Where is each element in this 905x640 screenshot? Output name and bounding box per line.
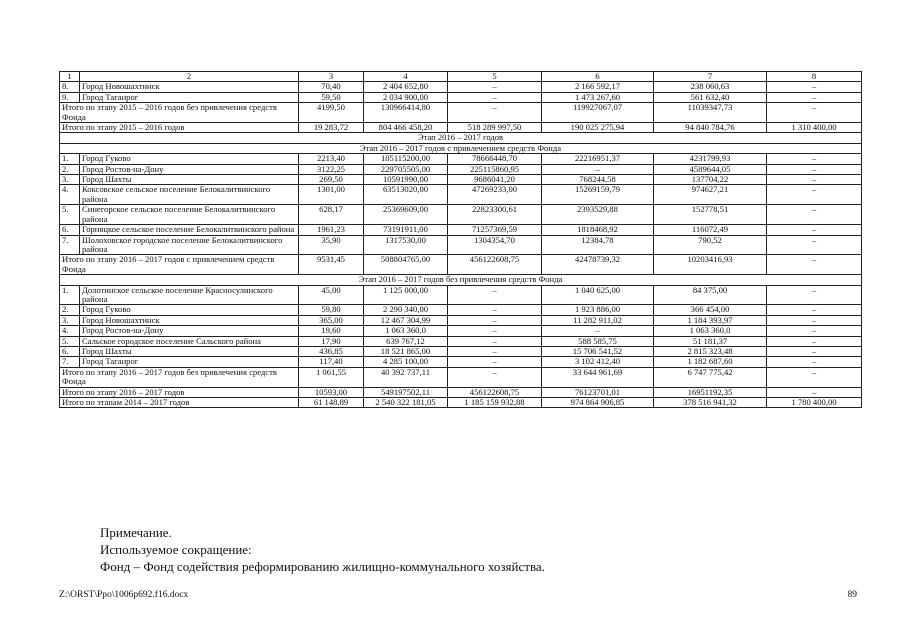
value-cell: –	[448, 367, 542, 387]
municipality-name: Город Шахты	[80, 175, 299, 185]
value-cell: 2 166 592,17	[542, 82, 654, 92]
table-row	[60, 315, 862, 325]
table-row	[60, 92, 862, 102]
value-cell: –	[767, 92, 862, 102]
value-cell: 51 181,37	[654, 336, 767, 346]
value-cell: –	[767, 336, 862, 346]
total-label: Итого по этапу 2015 – 2016 годов без привлечения средств Фонда	[60, 103, 299, 123]
value-cell: 456122608,75	[448, 255, 542, 275]
note-abbreviation-text: Фонд – Фонд содействия реформированию жилищно-коммунального хозяйства.	[100, 559, 545, 574]
value-cell: 25369609,00	[364, 205, 448, 225]
page-number: 89	[847, 590, 857, 600]
table-header-row	[60, 72, 862, 82]
value-cell: –	[767, 357, 862, 367]
value-cell: 1961,23	[299, 225, 364, 235]
municipality-name: Город Шахты	[80, 346, 299, 356]
value-cell: 71257369,59	[448, 225, 542, 235]
municipality-name: Город Таганрог	[80, 357, 299, 367]
value-cell: –	[448, 326, 542, 336]
value-cell: 9686041,20	[448, 175, 542, 185]
value-cell: 549197502,11	[364, 387, 448, 397]
value-cell: 2393529,88	[542, 205, 654, 225]
value-cell: –	[448, 92, 542, 102]
table-row	[60, 175, 862, 185]
table-row	[60, 357, 862, 367]
municipality-name: Город Новошахтинск	[80, 82, 299, 92]
note-abbreviation-heading: Используемое сокращение:	[100, 542, 252, 557]
value-cell: –	[767, 175, 862, 185]
value-cell: 4199,50	[299, 103, 364, 123]
section-heading-row	[60, 275, 862, 285]
column-number-cell: 3	[299, 72, 364, 82]
total-row	[60, 387, 862, 397]
value-cell: –	[542, 164, 654, 174]
value-cell: 561 632,40	[654, 92, 767, 102]
total-label: Итого по этапам 2014 – 2017 годов	[60, 398, 299, 408]
value-cell: 1 063 360,0	[364, 326, 448, 336]
value-cell: 45,00	[299, 285, 364, 305]
value-cell: 1818468,92	[542, 225, 654, 235]
value-cell: 768244,58	[542, 175, 654, 185]
municipality-name: Сальское городское поселение Сальского района	[80, 336, 299, 346]
value-cell: 1 125 000,00	[364, 285, 448, 305]
value-cell: 4 285 100,00	[364, 357, 448, 367]
municipality-name: Коксовское сельское поселение Белокалитвинского района	[80, 185, 299, 205]
value-cell: 225115860,95	[448, 164, 542, 174]
value-cell: 61 148,89	[299, 398, 364, 408]
table-row	[60, 305, 862, 315]
value-cell: 1 040 625,00	[542, 285, 654, 305]
value-cell: 628,17	[299, 205, 364, 225]
value-cell: –	[767, 235, 862, 255]
value-cell: –	[767, 225, 862, 235]
value-cell: –	[448, 336, 542, 346]
value-cell: 1304354,70	[448, 235, 542, 255]
table-row	[60, 225, 862, 235]
value-cell: –	[767, 305, 862, 315]
value-cell: 1 063 360,0	[654, 326, 767, 336]
value-cell: 3122,25	[299, 164, 364, 174]
municipality-name: Город Новошахтинск	[80, 315, 299, 325]
value-cell: –	[448, 285, 542, 305]
value-cell: 9531,45	[299, 255, 364, 275]
value-cell: 137704,22	[654, 175, 767, 185]
value-cell: 974627,21	[654, 185, 767, 205]
value-cell: 47269233,00	[448, 185, 542, 205]
value-cell: 436,85	[299, 346, 364, 356]
value-cell: 269,50	[299, 175, 364, 185]
value-cell: 229705505,00	[364, 164, 448, 174]
notes-block	[100, 524, 545, 575]
value-cell: –	[448, 305, 542, 315]
municipality-name: Город Гуково	[80, 154, 299, 164]
value-cell: 366 454,00	[654, 305, 767, 315]
value-cell: –	[767, 285, 862, 305]
value-cell: 804 466 458,20	[364, 123, 448, 133]
value-cell: –	[767, 185, 862, 205]
value-cell: 1 473 267,60	[542, 92, 654, 102]
value-cell: –	[767, 315, 862, 325]
value-cell: 76123701,01	[542, 387, 654, 397]
value-cell: 10591990,00	[364, 175, 448, 185]
total-row	[60, 255, 862, 275]
municipality-name: Город Таганрог	[80, 92, 299, 102]
value-cell: 1 310 400,00	[767, 123, 862, 133]
row-number: 5.	[60, 336, 80, 346]
table-row	[60, 82, 862, 92]
value-cell: –	[448, 346, 542, 356]
row-number: 1.	[60, 154, 80, 164]
value-cell: 63513020,00	[364, 185, 448, 205]
value-cell: 2 034 900,00	[364, 92, 448, 102]
total-label: Итого по этапу 2016 – 2017 годов	[60, 387, 299, 397]
municipality-name: Долотинское сельское поселение Красносулинского района	[80, 285, 299, 305]
value-cell: 1317530,00	[364, 235, 448, 255]
value-cell: 33 644 961,69	[542, 367, 654, 387]
value-cell: 1 185 159 932,88	[448, 398, 542, 408]
table-row	[60, 336, 862, 346]
value-cell: 116072,49	[654, 225, 767, 235]
value-cell: 40 392 737,11	[364, 367, 448, 387]
value-cell: 42478739,32	[542, 255, 654, 275]
row-number: 3.	[60, 175, 80, 185]
value-cell: 59,80	[299, 305, 364, 315]
value-cell: 6 747 775,42	[654, 367, 767, 387]
row-number: 4.	[60, 185, 80, 205]
value-cell: 2213,40	[299, 154, 364, 164]
value-cell: –	[542, 326, 654, 336]
row-number: 7.	[60, 357, 80, 367]
note-title: Примечание.	[100, 525, 172, 540]
column-number-cell: 1	[60, 72, 80, 82]
value-cell: –	[767, 103, 862, 123]
value-cell: –	[767, 154, 862, 164]
value-cell: 17,90	[299, 336, 364, 346]
footer-file-path: Z:\ORST\Ppo\1006p692.f16.docx	[59, 590, 189, 600]
column-number-cell: 2	[80, 72, 299, 82]
row-number: 6.	[60, 225, 80, 235]
total-label: Итого по этапу 2016 – 2017 годов с привлечением средств Фонда	[60, 255, 299, 275]
row-number: 7.	[60, 235, 80, 255]
value-cell: 190 025 275,94	[542, 123, 654, 133]
value-cell: 15 706 541,52	[542, 346, 654, 356]
value-cell: 35,90	[299, 235, 364, 255]
total-row	[60, 398, 862, 408]
value-cell: 238 060,63	[654, 82, 767, 92]
value-cell: 1 182 687,60	[654, 357, 767, 367]
row-number: 3.	[60, 315, 80, 325]
value-cell: 12384,78	[542, 235, 654, 255]
value-cell: 84 375,00	[654, 285, 767, 305]
total-label: Итого по этапу 2015 – 2016 годов	[60, 123, 299, 133]
value-cell: –	[448, 103, 542, 123]
value-cell: –	[767, 82, 862, 92]
value-cell: 1 184 393,97	[654, 315, 767, 325]
value-cell: 2 290 340,00	[364, 305, 448, 315]
column-number-cell: 7	[654, 72, 767, 82]
value-cell: 518 289 997,50	[448, 123, 542, 133]
value-cell: –	[767, 164, 862, 174]
row-number: 6.	[60, 346, 80, 356]
table-row	[60, 326, 862, 336]
value-cell: 2 540 322 181,05	[364, 398, 448, 408]
value-cell: –	[448, 357, 542, 367]
value-cell: 105115200,00	[364, 154, 448, 164]
row-number: 2.	[60, 305, 80, 315]
value-cell: –	[767, 326, 862, 336]
section-heading-row	[60, 133, 862, 143]
row-number: 8.	[60, 82, 80, 92]
total-row	[60, 123, 862, 133]
table-row	[60, 346, 862, 356]
value-cell: 59,50	[299, 92, 364, 102]
value-cell: –	[448, 315, 542, 325]
row-number: 9.	[60, 92, 80, 102]
value-cell: 19,60	[299, 326, 364, 336]
value-cell: –	[448, 82, 542, 92]
value-cell: 11039347,73	[654, 103, 767, 123]
row-number: 5.	[60, 205, 80, 225]
value-cell: 78666448,70	[448, 154, 542, 164]
value-cell: 15269159,79	[542, 185, 654, 205]
section-heading: Этап 2016 – 2017 годов с привлечением средств Фонда	[60, 143, 862, 153]
value-cell: 10203416,93	[654, 255, 767, 275]
value-cell: 119927067,07	[542, 103, 654, 123]
column-number-cell: 6	[542, 72, 654, 82]
value-cell: 22216951,37	[542, 154, 654, 164]
column-number-cell: 5	[448, 72, 542, 82]
column-number-cell: 4	[364, 72, 448, 82]
value-cell: 4231799,93	[654, 154, 767, 164]
value-cell: 130966414,80	[364, 103, 448, 123]
municipality-name: Шолоховское городское поселение Белокалитвинского района	[80, 235, 299, 255]
value-cell: –	[767, 205, 862, 225]
value-cell: 11 282 911,02	[542, 315, 654, 325]
value-cell: 378 516 941,32	[654, 398, 767, 408]
value-cell: 12 467 304,99	[364, 315, 448, 325]
value-cell: 639 767,12	[364, 336, 448, 346]
value-cell: 2 404 652,80	[364, 82, 448, 92]
municipality-name: Город Ростов-на-Дону	[80, 164, 299, 174]
value-cell: 1 923 886,00	[542, 305, 654, 315]
value-cell: 70,40	[299, 82, 364, 92]
row-number: 1.	[60, 285, 80, 305]
value-cell: 790,52	[654, 235, 767, 255]
value-cell: 10593,00	[299, 387, 364, 397]
value-cell: 4589644,05	[654, 164, 767, 174]
municipality-name: Синегорское сельское поселение Белокалитвинского района	[80, 205, 299, 225]
municipality-name: Город Гуково	[80, 305, 299, 315]
municipality-name: Город Ростов-на-Дону	[80, 326, 299, 336]
value-cell: 19 283,72	[299, 123, 364, 133]
value-cell: 22823300,61	[448, 205, 542, 225]
row-number: 4.	[60, 326, 80, 336]
value-cell: 508804765,00	[364, 255, 448, 275]
section-heading: Этап 2016 – 2017 годов	[60, 133, 862, 143]
table-row	[60, 154, 862, 164]
value-cell: 94 840 784,76	[654, 123, 767, 133]
total-row	[60, 367, 862, 387]
total-row	[60, 103, 862, 123]
value-cell: 117,40	[299, 357, 364, 367]
section-heading: Этап 2016 – 2017 годов без привлечения средств Фонда	[60, 275, 862, 285]
value-cell: –	[767, 255, 862, 275]
value-cell: 16951192,35	[654, 387, 767, 397]
table-row	[60, 164, 862, 174]
section-heading-row	[60, 143, 862, 153]
column-number-cell: 8	[767, 72, 862, 82]
value-cell: 1 780 400,00	[767, 398, 862, 408]
value-cell: 1301,00	[299, 185, 364, 205]
value-cell: 73191911,00	[364, 225, 448, 235]
table-row	[60, 185, 862, 205]
value-cell: 2 815 323,48	[654, 346, 767, 356]
value-cell: 152778,51	[654, 205, 767, 225]
housing-program-table	[59, 71, 862, 408]
value-cell: 588 585,75	[542, 336, 654, 346]
municipality-name: Горняцкое сельское поселение Белокалитвинского района	[80, 225, 299, 235]
value-cell: 365,00	[299, 315, 364, 325]
value-cell: 456122608,75	[448, 387, 542, 397]
table-row	[60, 285, 862, 305]
value-cell: –	[767, 367, 862, 387]
value-cell: –	[767, 346, 862, 356]
value-cell: 974 864 906,85	[542, 398, 654, 408]
row-number: 2.	[60, 164, 80, 174]
value-cell: 18 521 865,00	[364, 346, 448, 356]
table-row	[60, 235, 862, 255]
value-cell: –	[767, 387, 862, 397]
value-cell: 1 061,55	[299, 367, 364, 387]
total-label: Итого по этапу 2016 – 2017 годов без привлечения средств Фонда	[60, 367, 299, 387]
table-row	[60, 205, 862, 225]
value-cell: 3 102 412,40	[542, 357, 654, 367]
